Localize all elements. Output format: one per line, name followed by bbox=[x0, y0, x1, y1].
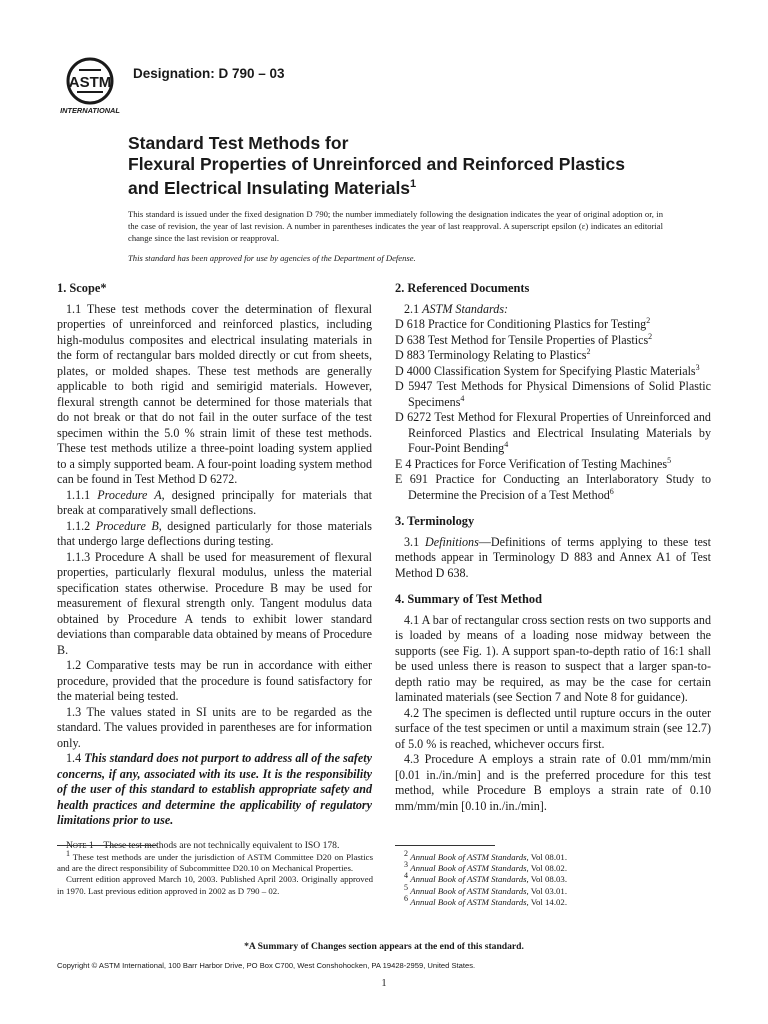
reference-list bbox=[395, 317, 711, 503]
page-number: 1 bbox=[381, 978, 387, 989]
footnote-book-title: Annual Book of ASTM Standards bbox=[410, 874, 527, 885]
reference-item bbox=[395, 457, 711, 473]
footnote-volume: , Vol 08.02. bbox=[526, 863, 568, 874]
footnote-book-title: Annual Book of ASTM Standards bbox=[410, 852, 527, 862]
footnote-mark: 4 bbox=[404, 871, 408, 881]
section-heading-summary: 4. Summary of Test Method bbox=[395, 592, 542, 606]
paragraph-4-3: 4.3 Procedure A employs a strain rate of 0.01 mm/mm/min [0.01 in./in./min] and is the preferred procedure for this test method, while Procedure B employs a strain rate of 0.10 mm/mm/min [0.10 in./in./min]. bbox=[395, 752, 711, 813]
reference-code: E 4 bbox=[395, 456, 412, 471]
footnote-5 bbox=[404, 882, 704, 897]
paragraph-1-1-3: 1.1.3 Procedure A shall be used for measurement of flexural properties, particularly flexural modulus, unless the material specification states otherwise. Procedure B may be used for measurement of flexural strength only. Tangent modulus data obtained by Procedure A tends to exhibit lower standard deviations than comparable data obtained by means of Procedure B. bbox=[57, 549, 372, 657]
footnote-mark: 6 bbox=[404, 893, 408, 903]
reference-item bbox=[395, 379, 711, 410]
footnote-book-title: Annual Book of ASTM Standards bbox=[410, 885, 527, 896]
astm-international-logo bbox=[58, 56, 122, 116]
footnote-mark: 3 bbox=[404, 860, 408, 870]
designation: Designation: D 790 – 03 bbox=[133, 66, 285, 81]
paragraph-number: 1.1.1 bbox=[66, 487, 91, 502]
paragraph-number: 1.1.2 bbox=[66, 518, 91, 533]
reference-footnote-mark: 2 bbox=[586, 346, 591, 356]
paragraph-number: 1.4 bbox=[66, 751, 82, 765]
paragraph-number: 3.1 bbox=[404, 534, 420, 549]
reference-footnote-mark: 4 bbox=[460, 393, 465, 403]
reference-title: Practices for Force Verification of Testing Machines bbox=[414, 456, 668, 471]
footnote-rule-left bbox=[57, 845, 157, 846]
procedure-a-label: Procedure A bbox=[97, 487, 162, 502]
reference-item bbox=[395, 348, 711, 364]
reference-footnote-mark: 2 bbox=[648, 331, 653, 341]
reference-item bbox=[395, 317, 711, 333]
paragraph-text: , designed principally for materials that break at comparatively small deflections. bbox=[57, 487, 372, 517]
title-line-2: Flexural Properties of Unreinforced and Reinforced Plastics bbox=[128, 153, 625, 174]
paragraph-number: 2.1 bbox=[404, 301, 420, 316]
footnote-volume: , Vol 08.03. bbox=[526, 874, 568, 885]
footnote-text: These test methods are under the jurisdiction of ASTM Committee D20 on Plastics and are the direct responsibility of Subcommittee D20.10 on Mechanical Properties. bbox=[57, 852, 373, 874]
definitions-label: Definitions bbox=[425, 534, 479, 549]
reference-title: Test Methods for Physical Dimensions of Solid Plastic Specimens bbox=[408, 379, 712, 409]
footnote-6 bbox=[404, 893, 704, 908]
reference-footnote-mark: 4 bbox=[504, 439, 509, 449]
reference-code: D 883 bbox=[395, 348, 425, 362]
reference-code: D 5947 bbox=[395, 379, 433, 393]
reference-item bbox=[395, 410, 711, 457]
footnote-volume: , Vol 14.02. bbox=[526, 896, 568, 907]
reference-code: E 691 bbox=[395, 472, 428, 486]
footnote-3 bbox=[404, 860, 704, 874]
reference-title: Terminology Relating to Plastics bbox=[427, 348, 587, 362]
section-heading-scope: 1. Scope* bbox=[57, 281, 107, 295]
summary-of-changes-note: *A Summary of Changes section appears at the end of this standard. bbox=[244, 941, 524, 952]
reference-footnote-mark: 3 bbox=[695, 362, 700, 372]
procedure-b-label: Procedure B bbox=[95, 518, 159, 533]
reference-code: D 4000 bbox=[395, 363, 431, 378]
safety-caveat: This standard does not purport to address all of the safety concerns, if any, associated with its use. It is the responsibility of the user of this standard to establish appropriate safety and health practices and determine the applicability of regulatory limitations prior to use. bbox=[57, 751, 372, 827]
paragraph-4-2: 4.2 The specimen is deflected until rupture occurs in the outer surface of the test specimen or until a maximum strain (see 12.7) of 5.0 % is reached, whichever occurs first. bbox=[395, 705, 711, 751]
footnote-1 bbox=[57, 849, 373, 874]
paragraph-3-1 bbox=[395, 535, 711, 582]
reference-footnote-mark: 6 bbox=[609, 486, 614, 496]
title-line-3 bbox=[128, 174, 688, 198]
paragraph-1-1-2 bbox=[57, 519, 372, 550]
paragraph-text: , designed particularly for those materials that undergo large deflections during testing. bbox=[57, 518, 372, 548]
footnote-2 bbox=[404, 849, 704, 863]
reference-footnote-mark: 2 bbox=[646, 315, 651, 325]
approval-statement: This standard has been approved for use by agencies of the Department of Defense. bbox=[128, 253, 416, 263]
svg-text:INTERNATIONAL: INTERNATIONAL bbox=[60, 106, 120, 115]
footnote-volume: , Vol 03.01. bbox=[526, 885, 568, 896]
footnote-4 bbox=[404, 871, 704, 885]
reference-title: Classification System for Specifying Plastic Materials bbox=[433, 363, 696, 378]
paragraph-1-3: 1.3 The values stated in SI units are to be regarded as the standard. The values provided in parentheses are for information only. bbox=[57, 704, 372, 750]
reference-code: D 638 bbox=[395, 332, 425, 347]
footnote-1-edition: Current edition approved March 10, 2003. Published April 2003. Originally approved in 1970. Last previous edition approved in 2002 as D 790 – 02. bbox=[57, 874, 373, 896]
copyright-line: Copyright © ASTM International, 100 Barr Harbor Drive, PO Box C700, West Conshohocken, PA 19428-2959, United States. bbox=[57, 961, 476, 970]
svg-text:ASTM: ASTM bbox=[68, 74, 112, 91]
footnote-volume: , Vol 08.01. bbox=[526, 852, 568, 862]
note-text: —These test methods are not technically equivalent to ISO 178. bbox=[93, 839, 340, 851]
footnote-book-title: Annual Book of ASTM Standards bbox=[410, 863, 527, 874]
astm-standards-label bbox=[395, 302, 711, 318]
reference-code: D 6272 bbox=[395, 410, 432, 424]
right-column bbox=[395, 281, 711, 814]
footnotes-left bbox=[57, 849, 373, 897]
astm-standards-text: ASTM Standards: bbox=[422, 301, 509, 316]
left-column bbox=[57, 281, 372, 853]
reference-title: Practice for Conditioning Plastics for Testing bbox=[427, 317, 647, 331]
reference-title: Practice for Conducting an Interlaboratory Study to Determine the Precision of a Test Method bbox=[408, 472, 711, 502]
footnote-mark: 2 bbox=[404, 849, 408, 859]
reference-title: Test Method for Tensile Properties of Plastics bbox=[427, 332, 649, 347]
issued-statement: This standard is issued under the fixed designation D 790; the number immediately following the designation indicates the year of original adoption or, in the case of revision, the year of last revision. A number in parentheses indicates the year of last reapproval. A superscript epsilon (ε) indicates an editorial change since the last revision or reapproval. bbox=[128, 209, 663, 244]
paragraph-text: —Definitions of terms applying to these test methods appear in Terminology D 883 and Annex A1 of Test Method D 638. bbox=[395, 534, 711, 580]
paragraph-4-1: 4.1 A bar of rectangular cross section rests on two supports and is loaded by means of a loading nose midway between the supports (see Fig. 1). A support span-to-depth ratio of 16:1 shall be used unless there is reason to suspect that a larger span-to-depth ratio may be required, as may be the case for certain laminated materials (see Section 7 and Note 8 for guidance). bbox=[395, 612, 711, 704]
document-title bbox=[128, 133, 688, 198]
paragraph-1-1-1 bbox=[57, 488, 372, 519]
section-heading-terminology: 3. Terminology bbox=[395, 514, 475, 528]
title-line-3-text: and Electrical Insulating Materials bbox=[128, 177, 411, 198]
paragraph-1-4 bbox=[57, 751, 372, 829]
footnote-mark: 5 bbox=[404, 882, 408, 892]
footnote-mark: 1 bbox=[66, 849, 70, 859]
reference-title: Test Method for Flexural Properties of Unreinforced and Reinforced Plastics and Electrical Insulating Materials by Four-Point Bending bbox=[408, 410, 711, 455]
reference-item bbox=[395, 364, 711, 380]
reference-code: D 618 bbox=[395, 317, 425, 331]
reference-item bbox=[395, 333, 711, 349]
section-heading-referenced-documents: 2. Referenced Documents bbox=[395, 281, 530, 295]
title-line-1: Standard Test Methods for bbox=[128, 133, 349, 153]
note-label: Note 1 bbox=[66, 839, 94, 851]
reference-item bbox=[395, 472, 711, 503]
reference-footnote-mark: 5 bbox=[667, 455, 672, 465]
paragraph-1-2: 1.2 Comparative tests may be run in accordance with either procedure, provided that the procedure is found satisfactory for the material being tested. bbox=[57, 658, 372, 703]
footnote-rule-right bbox=[395, 845, 495, 846]
footnotes-right bbox=[404, 849, 704, 908]
paragraph-1-1: 1.1 These test methods cover the determination of flexural properties of unreinforced and reinforced plastics, including high-modulus composites and electrical insulating materials in the form of rectangular bars molded directly or cut from sheets, plates, or molded shapes. These test methods are generally applicable to both rigid and semirigid materials. However, flexural strength cannot be determined for those materials that do not break or that do not fail in the outer surface of the test specimen within the 5.0 % strain limit of these test methods. These test methods utilize a three-point loading system applied to a simply supported beam. A four-point loading system method can be found in Test Method D 6272. bbox=[57, 301, 372, 486]
footnote-book-title: Annual Book of ASTM Standards bbox=[410, 896, 527, 907]
title-footnote-mark: 1 bbox=[410, 178, 417, 190]
